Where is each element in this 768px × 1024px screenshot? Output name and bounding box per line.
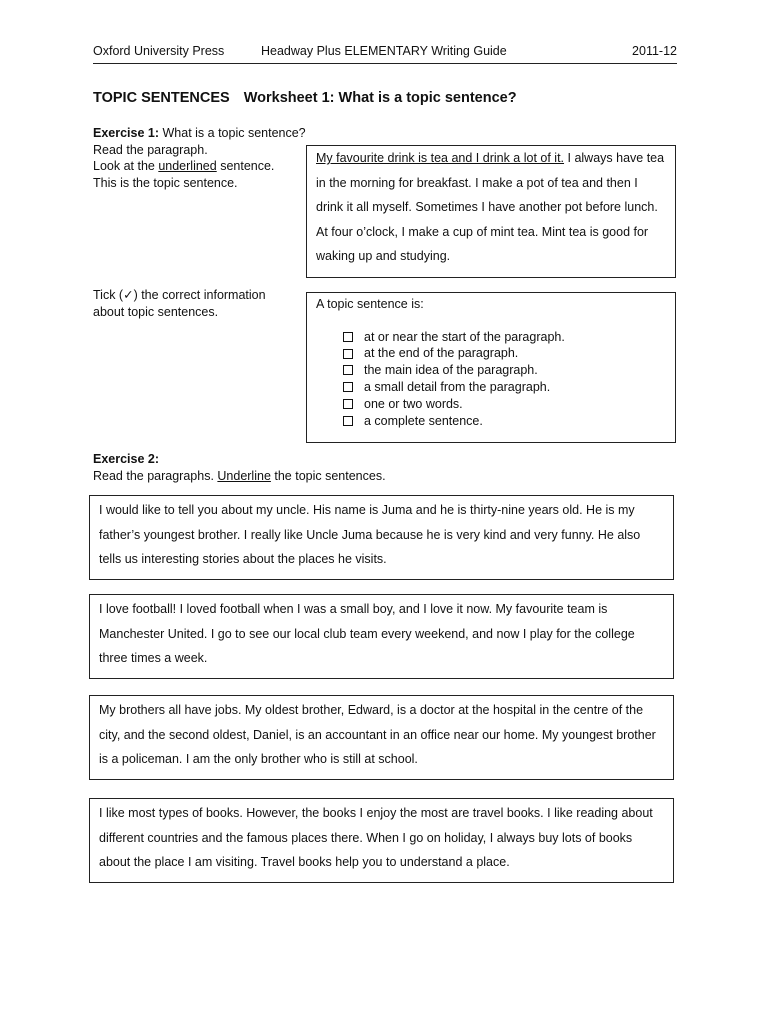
example-paragraph-box [306, 145, 676, 278]
option-label: one or two words. [364, 396, 463, 411]
exercise1-instruction-look: Look at the [93, 159, 159, 173]
option-item [343, 362, 666, 379]
exercise1-label: Exercise 1: [93, 126, 160, 140]
title-topic: TOPIC SENTENCES [93, 90, 230, 106]
paragraph-box-uncle: I would like to tell you about my uncle. His name is Juma and he is thirty-nine years old. He is my father’s youngest brother. I really like Uncle Juma because he is very kind and very funny. He also tells us interesting stories about the places he visits. [89, 495, 674, 580]
title-worksheet: Worksheet 1: What is a topic sentence? [243, 90, 517, 106]
page-title [93, 90, 517, 106]
exercise1-question: What is a topic sentence? [159, 126, 306, 140]
option-item [343, 379, 666, 396]
exercise1-instruction-sentence: sentence. [216, 159, 275, 173]
tick-instruction-pre: Tick ( [93, 288, 124, 302]
underline-word: Underline [217, 468, 271, 483]
header-book-title: Headway Plus ELEMENTARY Writing Guide [261, 44, 507, 58]
option-label: at or near the start of the paragraph. [364, 329, 565, 344]
checkbox-icon[interactable] [343, 399, 353, 409]
exercise2-instruction-read: Read the paragraphs. [93, 468, 218, 483]
option-item [343, 329, 666, 346]
tick-instructions [93, 287, 303, 320]
option-item [343, 396, 666, 413]
underlined-word: underlined [158, 159, 217, 173]
tick-instruction-post: ) the correct information [133, 288, 266, 302]
exercise1-instruction-topic: This is the topic sentence. [93, 175, 238, 190]
example-topic-sentence: My favourite drink is tea and I drink a lot of it. [316, 151, 565, 165]
tick-instruction-line2: about topic sentences. [93, 304, 219, 319]
checkbox-icon[interactable] [343, 382, 353, 392]
option-label: at the end of the paragraph. [364, 346, 519, 361]
header-publisher: Oxford University Press [93, 44, 225, 58]
paragraph-box-brothers: My brothers all have jobs. My oldest brother, Edward, is a doctor at the hospital in the centre of the city, and the second oldest, Daniel, is an accountant in an office near our home. My youngest brother is a policeman. I am the only brother who is still at school. [89, 695, 674, 780]
exercise1-instructions [93, 125, 306, 191]
check-mark-icon: ✓ [123, 288, 134, 302]
checkbox-icon[interactable] [343, 416, 353, 426]
example-paragraph-body: I always have tea in the morning for breakfast. I make a pot of tea and then I drink it all myself. Sometimes I have another pot before lunch. At four o’clock, I make a cup of mint tea. Mint tea is good for waking up and studying. [316, 151, 665, 264]
exercise2-instruction-topic: the topic sentences. [270, 468, 386, 483]
paragraph-box-football: I love football! I loved football when I was a small boy, and I love it now. My favourite team is Manchester United. I go to see our local club team every weekend, and now I play for the college three times a week. [89, 594, 674, 679]
tick-options-intro: A topic sentence is: [316, 297, 424, 311]
option-item [343, 345, 666, 362]
option-label: a small detail from the paragraph. [364, 380, 551, 395]
header-year: 2011-12 [632, 44, 677, 58]
tick-options-box [306, 292, 676, 443]
checkbox-icon[interactable] [343, 349, 353, 359]
page-header [93, 44, 677, 64]
exercise2-label: Exercise 2: [93, 452, 160, 466]
exercise1-instruction-read: Read the paragraph. [93, 142, 208, 157]
option-label: the main idea of the paragraph. [364, 363, 538, 378]
tick-options-list [316, 329, 666, 430]
checkbox-icon[interactable] [343, 332, 353, 342]
option-label: a complete sentence. [364, 413, 483, 428]
paragraph-box-books: I like most types of books. However, the books I enjoy the most are travel books. I like reading about different countries and the famous places there. When I go on holiday, I always buy lots of books about the place I am visiting. Travel books help you to understand a place. [89, 798, 674, 883]
checkbox-icon[interactable] [343, 365, 353, 375]
option-item [343, 412, 666, 429]
exercise2-instructions [93, 451, 386, 484]
